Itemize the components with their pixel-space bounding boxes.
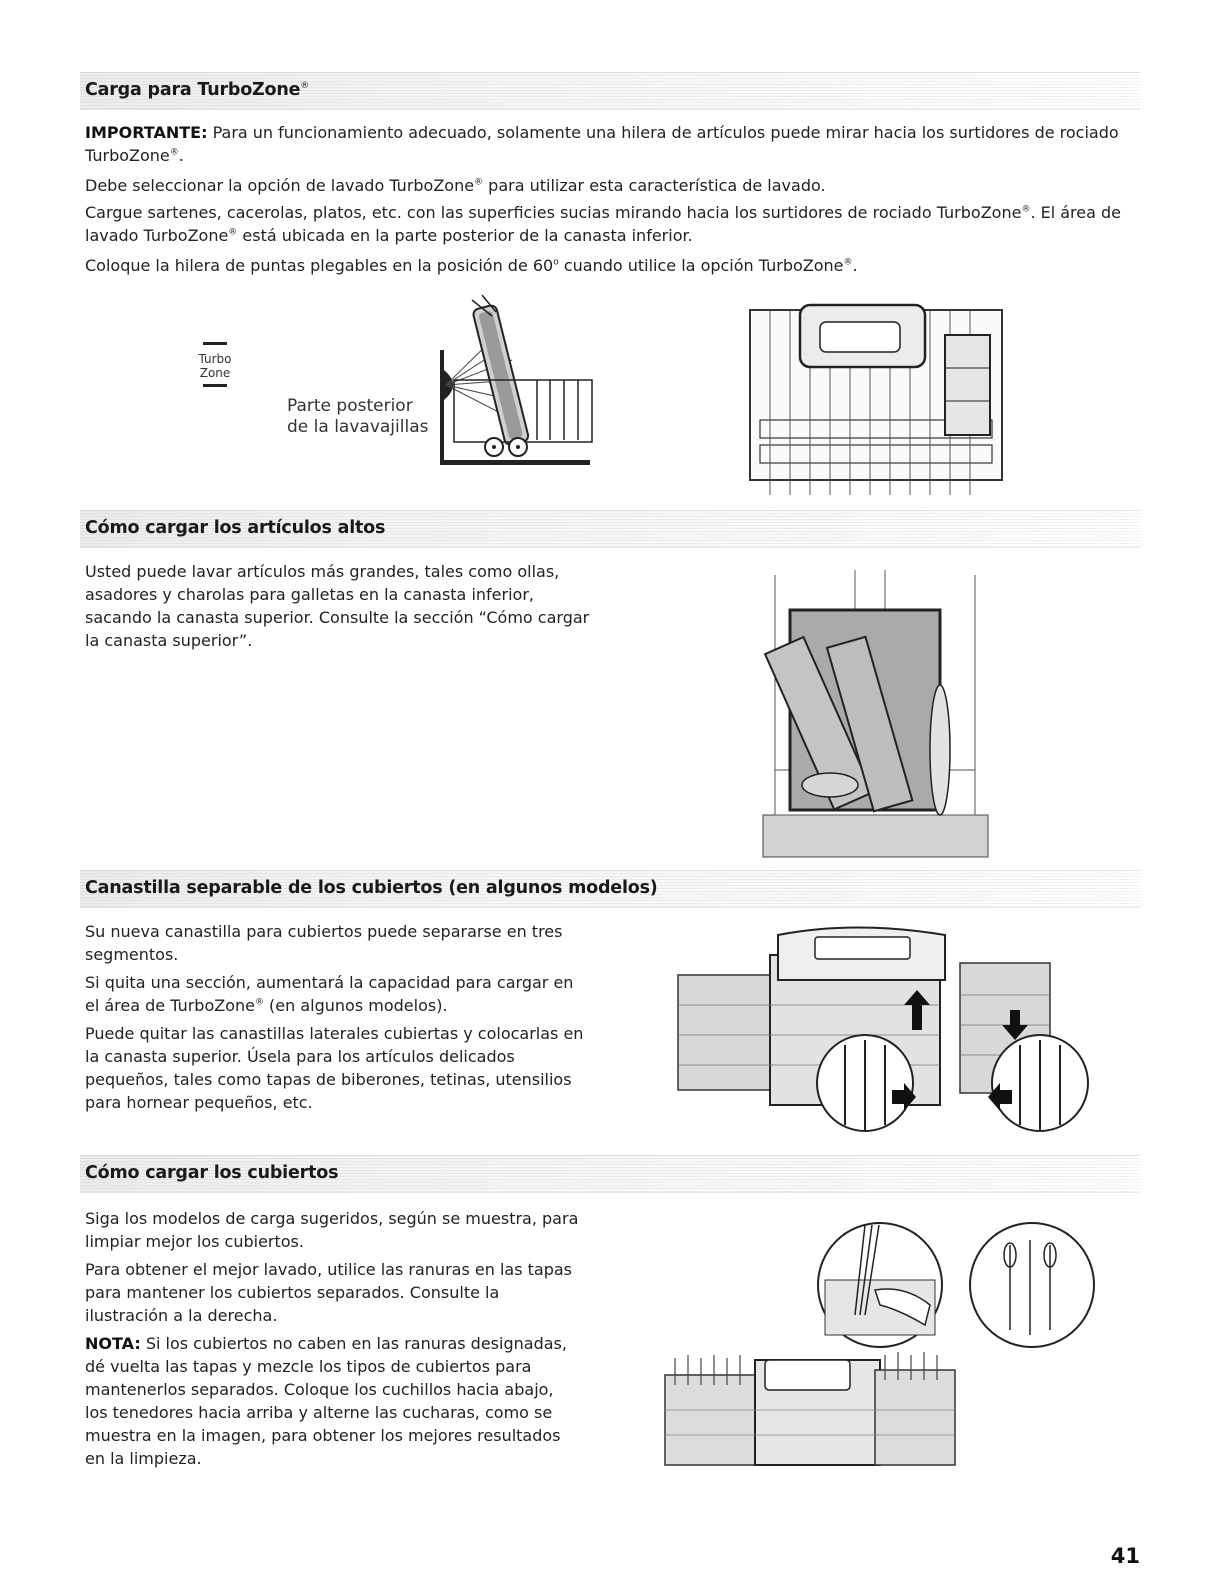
section-title-cutlery: Cómo cargar los cubiertos bbox=[85, 1163, 339, 1183]
diagram-label-back-line2: de la lavavajillas bbox=[287, 417, 429, 437]
separable-basket-illustration bbox=[670, 925, 1100, 1140]
turbozone-icon-top-bar bbox=[203, 342, 227, 345]
separable-basket-p3: Puede quitar las canastillas laterales cubiertas y colocarlas en la canasta superior. Úsela para los artículos delicados pequeños, tales como tapas de biberones, tetinas, utensilios para hornear pequeños, etc. bbox=[85, 1024, 584, 1112]
separable-basket-p2: Si quita una sección, aumentará la capacidad para cargar en el área de TurboZone® (en algunos modelos). bbox=[85, 973, 574, 1015]
turbozone-icon bbox=[190, 338, 240, 398]
diagram-label-back-line1: Parte posterior bbox=[287, 396, 413, 416]
turbozone-important-paragraph: IMPORTANTE: Para un funcionamiento adecuado, solamente una hilera de artículos puede mirar hacia los surtidores de rociado TurboZone®. bbox=[85, 123, 1119, 165]
cutlery-note: NOTA: Si los cubiertos no caben en las ranuras designadas, dé vuelta las tapas y mezcle los tipos de cubiertos para mantenerlos separados. Coloque los cuchillos hacia abajo, los tenedores hacia arriba y alterne las cucharas, como se muestra en la imagen, para obtener los mejores resultados en la limpieza. bbox=[85, 1334, 567, 1468]
cutlery-p1: Siga los modelos de carga sugeridos, según se muestra, para limpiar mejor los cubiertos. bbox=[85, 1209, 579, 1251]
section-header-cutlery bbox=[80, 1155, 1140, 1193]
turbozone-load-paragraph: Cargue sartenes, cacerolas, platos, etc. con las superficies sucias mirando hacia los surtidores de rociado TurboZone®. El área de lavado TurboZone® está ubicada en la parte posterior de la canasta inferior. bbox=[85, 203, 1122, 245]
turbozone-icon-bottom-bar bbox=[203, 384, 227, 387]
cutlery-basket-illustration bbox=[660, 1210, 1100, 1475]
page-number: 41 bbox=[1110, 1544, 1140, 1568]
section-title-separable-basket: Canastilla separable de los cubiertos (en algunos modelos) bbox=[85, 878, 658, 898]
section-title-tall-items: Cómo cargar los artículos altos bbox=[85, 518, 386, 538]
tall-items-paragraph: Usted puede lavar artículos más grandes, tales como ollas, asadores y charolas para galletas en la canasta inferior, sacando la canasta superior. Consulte la sección “Cómo cargar la canasta superior”. bbox=[85, 562, 590, 650]
section-title-turbozone: Carga para TurboZone® bbox=[85, 80, 310, 100]
turbozone-icon-label-zone: Zone bbox=[199, 366, 231, 380]
separable-basket-p1: Su nueva canastilla para cubiertos puede separarse en tres segmentos. bbox=[85, 922, 563, 964]
turbozone-tines-paragraph: Coloque la hilera de puntas plegables en la posición de 60$^o$ cuando utilice la opción TurboZone®. bbox=[85, 256, 858, 275]
lower-rack-illustration bbox=[745, 300, 1007, 498]
turbozone-side-view-illustration bbox=[432, 290, 597, 470]
cutlery-p2: Para obtener el mejor lavado, utilice las ranuras en las tapas para mantener los cubiertos separados. Consulte la ilustración a la derecha. bbox=[85, 1260, 572, 1325]
turbozone-icon-label-turbo: Turbo bbox=[198, 352, 232, 366]
section-header-tall-items bbox=[80, 510, 1140, 548]
section-header-separable-basket bbox=[80, 870, 1140, 908]
section-header-turbozone bbox=[80, 72, 1140, 110]
tall-items-rack-illustration bbox=[755, 565, 995, 860]
turbozone-select-paragraph: Debe seleccionar la opción de lavado TurboZone® para utilizar esta característica de lavado. bbox=[85, 176, 826, 195]
